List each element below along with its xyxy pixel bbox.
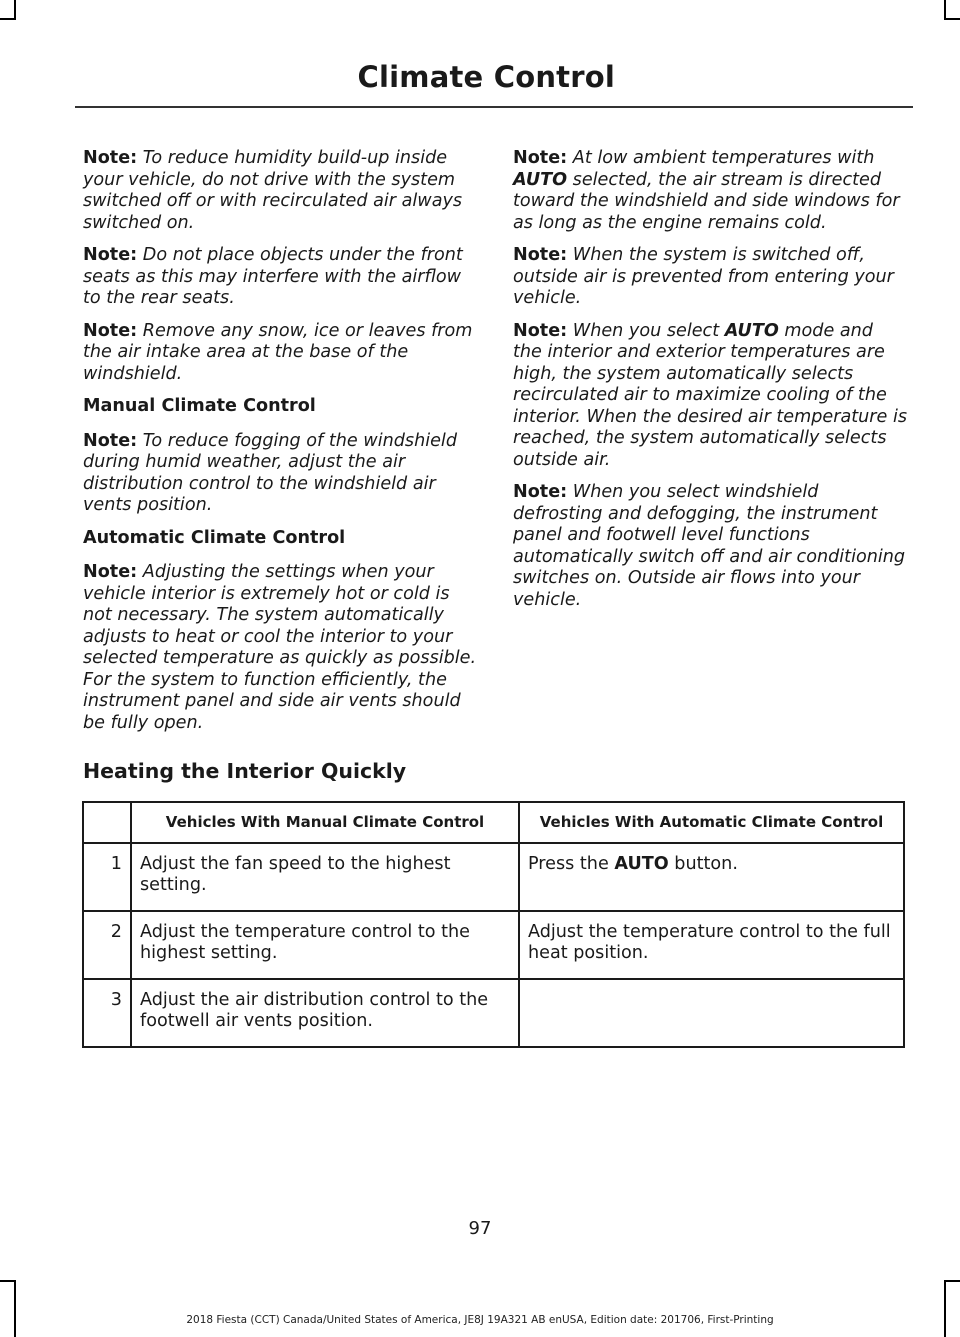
automatic-step-text: button.	[674, 854, 738, 874]
note-paragraph	[83, 148, 477, 234]
edition-footer: 2018 Fiesta (CCT) Canada/United States of America, JE8J 19A321 AB enUSA, Edition date: 201706, First-Printing	[186, 1314, 774, 1326]
note-text: Adjusting the settings when your vehicle interior is extremely hot or cold is not necessary. The system automatically adjusts to heat or cool the interior to your selected temperature as quickly as possible. For the system to function efficiently, the instrument panel and side air vents should be fully open.	[83, 562, 477, 733]
column-header-manual: Vehicles With Manual Climate Control	[131, 802, 519, 843]
crop-mark	[0, 1280, 16, 1282]
note-paragraph	[83, 562, 477, 734]
note-paragraph	[513, 245, 907, 310]
manual-step: Adjust the temperature control to the highest setting.	[131, 911, 519, 979]
note-label: Note:	[83, 430, 138, 451]
auto-keyword: AUTO	[614, 854, 669, 874]
crop-mark	[944, 1280, 946, 1337]
note-text: To reduce fogging of the windshield during humid weather, adjust the air distribution control to the windshield air vents position.	[83, 430, 457, 515]
page-title: Climate Control	[357, 60, 615, 94]
automatic-step-text: Adjust the temperature control to the full heat position.	[528, 922, 891, 963]
table-row	[83, 979, 904, 1047]
manual-step: Adjust the air distribution control to the footwell air vents position.	[131, 979, 519, 1047]
automatic-step	[519, 843, 904, 911]
note-text: Remove any snow, ice or leaves from the air intake area at the base of the windshield.	[83, 320, 473, 384]
automatic-step	[519, 911, 904, 979]
crop-mark	[944, 18, 960, 20]
note-text: When you select	[572, 320, 720, 341]
manual-step: Adjust the fan speed to the highest setting.	[131, 843, 519, 911]
note-text: To reduce humidity build-up inside your vehicle, do not drive with the system switched off or with recirculated air always switched on.	[83, 148, 463, 233]
crop-mark	[944, 0, 946, 18]
note-paragraph	[513, 482, 907, 611]
crop-mark	[944, 1280, 960, 1282]
note-label: Note:	[83, 148, 138, 168]
step-number: 2	[83, 911, 131, 979]
note-text: When you select windshield defrosting and defogging, the instrument panel and footwell level functions automatically switch off and air conditioning switches on. Outside air flows into your vehicle.	[513, 482, 906, 610]
note-paragraph	[513, 321, 907, 472]
title-divider	[75, 106, 913, 108]
step-number: 3	[83, 979, 131, 1047]
note-paragraph	[513, 148, 907, 234]
note-text: When the system is switched off, outside air is prevented from entering your vehicle.	[513, 245, 894, 308]
note-label: Note:	[83, 320, 138, 341]
note-text: At low ambient temperatures with	[572, 148, 875, 168]
table-row	[83, 911, 904, 979]
crop-mark	[14, 1280, 16, 1337]
note-label: Note:	[83, 245, 138, 265]
note-label: Note:	[513, 245, 568, 265]
column-header-automatic: Vehicles With Automatic Climate Control	[519, 802, 904, 843]
page-number: 97	[468, 1218, 492, 1239]
automatic-step	[519, 979, 904, 1047]
auto-keyword: AUTO	[724, 320, 779, 341]
left-column	[83, 148, 477, 745]
step-number: 1	[83, 843, 131, 911]
heating-steps-table	[82, 801, 905, 1048]
automatic-step-text: Press the	[528, 854, 609, 874]
note-label: Note:	[83, 562, 138, 582]
table-row	[83, 843, 904, 911]
note-label: Note:	[513, 148, 568, 168]
note-paragraph	[83, 431, 477, 517]
note-text: Do not place objects under the front seats as this may interfere with the airflow to the rear seats.	[83, 245, 463, 308]
note-paragraph	[83, 321, 477, 386]
table-header-row	[83, 802, 904, 843]
crop-mark	[14, 0, 16, 18]
automatic-climate-heading: Automatic Climate Control	[83, 527, 346, 548]
manual-climate-heading: Manual Climate Control	[83, 396, 316, 416]
right-column	[513, 148, 907, 622]
note-paragraph	[83, 245, 477, 310]
note-text: selected, the air stream is directed toward the windshield and side windows for as long as the engine remains cold.	[513, 169, 900, 233]
crop-mark	[0, 18, 16, 20]
column-header-step	[83, 802, 131, 843]
note-label: Note:	[513, 320, 568, 341]
auto-keyword: AUTO	[513, 169, 568, 190]
note-label: Note:	[513, 482, 568, 502]
note-text: mode and the interior and exterior temperatures are high, the system automatically selects recirculated air to maximize cooling of the interior. When the desired air temperature is reached, the system automatically selects outside air.	[513, 320, 908, 470]
section-heading: Heating the Interior Quickly	[83, 759, 407, 783]
